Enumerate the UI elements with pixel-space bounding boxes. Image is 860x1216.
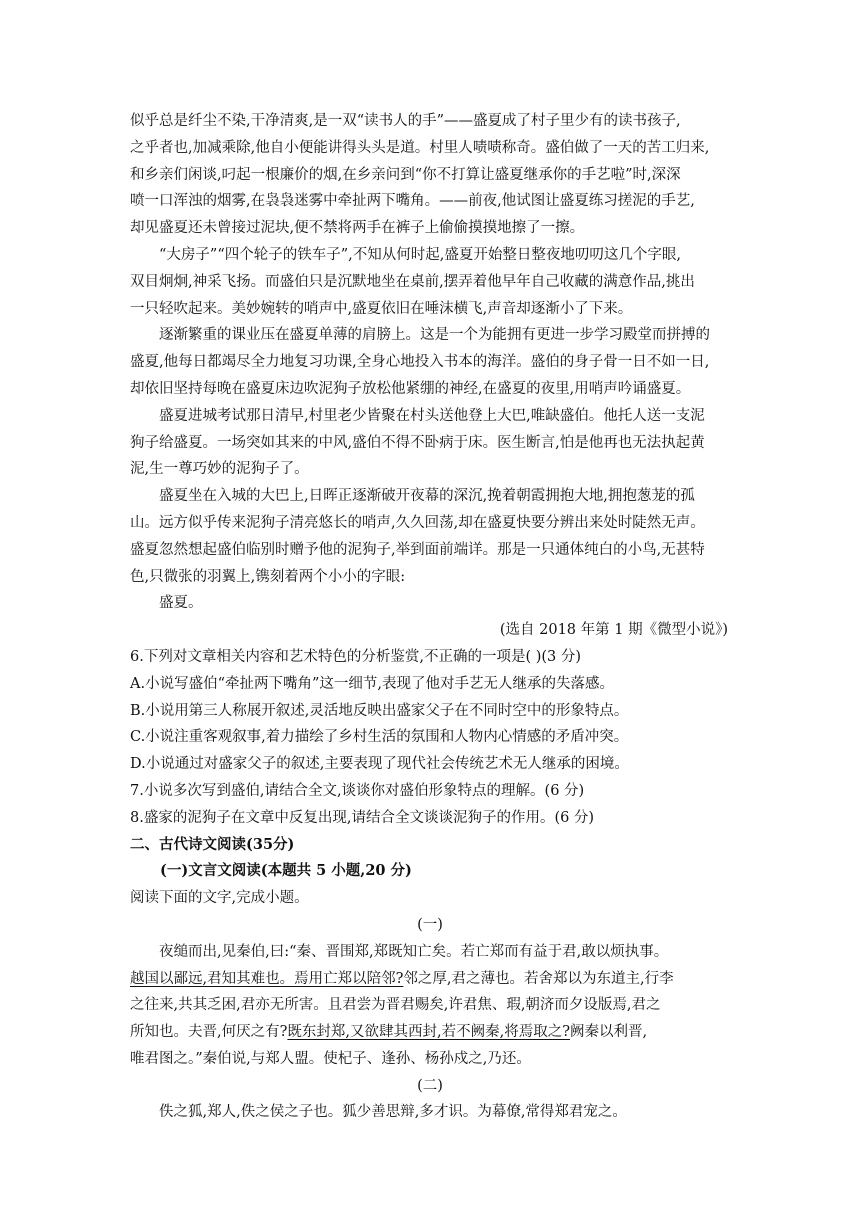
passage-line: 却见盛夏还未曾接过泥块,便不禁将两手在裤子上偷偷摸摸地擦了一擦。 (130, 220, 585, 237)
classical-line (130, 1019, 730, 1046)
option-a: A.小说写盛伯“牵扯两下嘴角”这一细节,表现了他对手艺无人继承的失落感。 (130, 675, 615, 692)
part-label: (二) (417, 1077, 443, 1094)
passage-line: 喷一口浑浊的烟雾,在袅袅迷雾中牵扯两下嘴角。——前夜,他试图让盛夏练习搓泥的手艺, (130, 193, 695, 210)
passage-line: 泥,生一尊巧妙的泥狗子了。 (130, 461, 309, 478)
option-b: B.小说用第三人称展开叙述,灵活地反映出盛家父子在不同时空中的形象特点。 (130, 702, 629, 719)
passage-line: 盛夏。 (159, 595, 203, 612)
question-7: 7.小说多次写到盛伯,请结合全文,谈谈你对盛伯形象特点的理解。(6 分) (130, 782, 585, 799)
passage-line: 狗子给盛夏。一场突如其来的中风,盛伯不得不卧病于床。医生断言,怕是他再也无法执起黄 (130, 434, 705, 451)
section-title: 二、古代诗文阅读(35分) (130, 835, 295, 853)
question-8: 8.盛家的泥狗子在文章中反复出现,请结合全文谈谈泥狗子的作用。(6 分) (130, 809, 595, 826)
passage-line: 似乎总是纤尘不染,干净清爽,是一双“读书人的手”——盛夏成了村子里少有的读书孩子, (130, 113, 681, 129)
passage-line: 却依旧坚持每晚在盛夏床边吹泥狗子放松他紧绷的神经,在盛夏的夜里,用哨声吟诵盛夏。 (130, 380, 691, 397)
classical-line: 夜缒而出,见秦伯,曰:“秦、晋围郑,郑既知亡矣。若亡郑而有益于君,敢以烦执事。 (159, 943, 669, 960)
document-page (130, 108, 730, 1126)
passage-line: 山。远方似乎传来泥狗子清亮悠长的哨声,久久回荡,却在盛夏快要分辨出来处时陡然无声。 (130, 514, 705, 531)
source-citation: (选自 2018 年第 1 期《微型小说》) (499, 622, 728, 639)
passage-line: “大房子”“四个轮子的铁车子”,不知从何时起,盛夏开始整日整夜地叨叨这几个字眼, (159, 246, 681, 263)
classical-text: 阙秦以利晋, (570, 1024, 648, 1041)
passage-line: 双目炯炯,神采飞扬。而盛伯只是沉默地坐在桌前,摆弄着他早年自己收藏的满意作品,挑出 (130, 273, 695, 290)
option-d: D.小说通过对盛家父子的叙述,主要表现了现代社会传统艺术无人继承的困境。 (130, 756, 629, 773)
passage-line: 色,只微张的羽翼上,镌刻着两个小小的字眼: (130, 568, 406, 585)
passage-line: 逐渐繁重的课业压在盛夏单薄的肩膀上。这是一个为能拥有更进一步学习殿堂而拼搏的 (159, 327, 710, 344)
classical-line (130, 966, 730, 993)
classical-line: 佚之狐,郑人,佚之侯之子也。狐少善思辩,多才识。为幕僚,常得郑君宠之。 (159, 1104, 627, 1121)
underlined-sentence: 既东封郑,又欲肆其西封,若不阙秦,将焉取之? (287, 1024, 570, 1041)
classical-text: 所知也。夫晋,何厌之有? (130, 1024, 288, 1041)
passage-line: 盛夏进城考试那日清早,村里老少皆聚在村头送他登上大巴,唯缺盛伯。他托人送一支泥 (159, 407, 705, 424)
passage-line: 盛夏坐在入城的大巴上,日晖正逐渐破开夜幕的深沉,挽着朝霞拥抱大地,拥抱葱茏的孤 (159, 488, 695, 505)
classical-line: 之往来,共其乏困,君亦无所害。且君尝为晋君赐矣,许君焦、瑕,朝济而夕设版焉,君之 (130, 997, 661, 1014)
option-c: C.小说注重客观叙事,着力描绘了乡村生活的氛围和人物内心情感的矛盾冲突。 (130, 729, 629, 746)
classical-line: 唯君图之。”秦伯说,与郑人盟。使杞子、逢孙、杨孙戍之,乃还。 (130, 1050, 531, 1067)
passage-line: 盛夏,他每日都竭尽全力地复习功课,全身心地投入书本的海洋。盛伯的身子骨一日不如一日, (130, 354, 710, 371)
part-label: (一) (417, 916, 443, 933)
underlined-sentence: 越国以鄙远,君知其难也。焉用亡郑以陪邻? (130, 970, 404, 987)
instruction: 阅读下面的文字,完成小题。 (130, 890, 309, 907)
question-6: 6.下列对文章相关内容和艺术特色的分析鉴赏,不正确的一项是( )(3 分) (130, 648, 582, 665)
classical-text: 邻之厚,君之薄也。若舍郑以为东道主,行李 (403, 970, 674, 987)
passage-line: 和乡亲们闲谈,叼起一根廉价的烟,在乡亲问到“你不打算让盛夏继承你的手艺啦”时,深深 (130, 166, 681, 183)
passage-line: 一只轻吹起来。美妙婉转的哨声中,盛夏依旧在唾沫横飞,声音却逐渐小了下来。 (130, 300, 633, 317)
subsection-title: (一)文言文阅读(本题共 5 小题,20 分) (160, 862, 412, 880)
passage-line: 盛夏忽然想起盛伯临别时赠予他的泥狗子,举到面前端详。那是一只通体纯白的小鸟,无甚特 (130, 541, 705, 558)
passage-line: 之乎者也,加减乘除,他自小便能讲得头头是道。村里人啧啧称奇。盛伯做了一天的苦工归来, (130, 139, 710, 156)
